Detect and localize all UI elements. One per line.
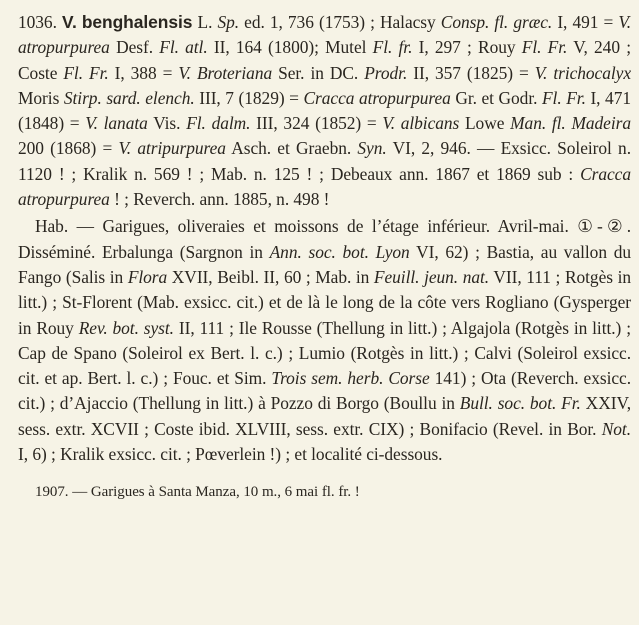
text-run: 141) ; Ota (Reverch. exsicc. cit.) ; d’Ajaccio (Thellung in litt.) à Pozzo di Borgo (Boullu in: [18, 368, 632, 414]
text-run: ! ; Reverch. ann. 1885, n. 498 !: [109, 189, 330, 210]
text-run: V, 240 ; Coste: [18, 37, 631, 83]
italic-citation: V. atripurpurea: [118, 138, 226, 159]
italic-citation: Trois sem. herb. Corse: [271, 368, 430, 389]
italic-citation: Bull. soc. bot. Fr.: [459, 393, 581, 414]
italic-citation: V. trichocalyx: [534, 62, 631, 83]
italic-citation: Consp. fl. græc.: [440, 12, 553, 32]
text-run: VII, 111 ; Rotgès in litt.) ; St-Florent (Mab. exsicc. cit.) et de là le long de la côte vers Rogliano (Gysperger in Rouy: [18, 266, 631, 338]
italic-citation: Not.: [601, 418, 631, 439]
text-run: II, 111 ; Ile Rousse (Thellung in litt.) ; Algajola (Rotgès in litt.) ; Cap de Spano (Soleirol ex Bert. l. c.) ; Lumio (Rotgès in litt.) ; Calvi (Soleirol exsicc. cit. et ap. Bert. l. c.) ; Fouc. et Sim.: [18, 317, 631, 389]
italic-citation: V. albicans: [382, 113, 460, 134]
italic-citation: V. Broteriana: [178, 62, 273, 83]
habitat-text: [18, 216, 631, 464]
text-run: VI, 62) ; Bastia, au vallon du Fango (Salis in: [18, 241, 631, 287]
italic-citation: Cracca atropurpurea: [18, 163, 631, 210]
species-entry: [18, 10, 631, 212]
italic-citation: Man. fl. Madeira: [510, 113, 631, 134]
italic-citation: Stirp. sard. elench.: [63, 87, 195, 108]
italic-citation: Fl. Fr.: [63, 62, 109, 83]
italic-citation: Rev. bot. syst.: [78, 317, 174, 338]
text-run: I, 388 =: [108, 62, 179, 83]
text-run: III, 324 (1852) =: [250, 113, 383, 134]
genus-abbreviation: V.: [62, 12, 77, 32]
text-run: Lowe: [459, 113, 511, 134]
text-run: 200 (1868) =: [18, 138, 119, 159]
italic-citation: Fl. fr.: [372, 37, 413, 58]
observation-text: 1907. — Garigues à Santa Manza, 10 m., 6 mai fl. fr. !: [35, 484, 360, 501]
text-run: Moris: [18, 87, 64, 108]
italic-citation: Fl. dalm.: [186, 113, 251, 134]
italic-citation: Prodr.: [364, 62, 408, 83]
text-run: I, 471 (1848) =: [18, 87, 631, 134]
italic-citation: Cracca atropurpurea: [303, 87, 451, 108]
italic-citation: Fl. atl.: [159, 37, 208, 58]
text-run: Gr. et Godr.: [450, 87, 542, 108]
text-run: II, 357 (1825) =: [407, 62, 535, 83]
entry-number: 1036.: [18, 12, 57, 32]
italic-citation: Fl. Fr.: [541, 87, 586, 108]
italic-citation: V. atropurpurea: [18, 12, 631, 58]
observation-paragraph: [18, 481, 631, 503]
italic-citation: V. lanata: [85, 113, 148, 134]
text-run: VI, 2, 946. — Exsicc. Soleirol n. 1120 ! ; Kralik n. 569 ! ; Mab. n. 125 ! ; Debeaux ann. 1867 et 1869 sub :: [18, 138, 631, 184]
text-run: II, 164 (1800); Mutel: [207, 37, 373, 58]
text-run: L.: [192, 12, 218, 32]
text-run: Ser. in DC.: [272, 62, 365, 83]
italic-citation: Flora: [127, 266, 168, 287]
synonymy-text: [18, 12, 631, 209]
text-run: ed. 1, 736 (1753) ; Halacsy: [239, 12, 441, 32]
text-run: III, 7 (1829) =: [194, 87, 304, 108]
italic-citation: Fl. Fr.: [521, 37, 568, 58]
text-run: I, 6) ; Kralik exsicc. cit. ; Pœverlein !) ; et localité ci-dessous.: [18, 444, 443, 465]
italic-citation: Syn.: [357, 138, 387, 159]
text-run: XXIV, sess. extr. XCVII ; Coste ibid. XLVIII, sess. extr. CIX) ; Bonifacio (Revel. in Bor.: [18, 393, 632, 439]
italic-citation: Sp.: [217, 12, 240, 32]
text-run: I, 297 ; Rouy: [412, 37, 522, 58]
habitat-paragraph: [18, 214, 631, 467]
italic-citation: Feuill. jeun. nat.: [373, 266, 490, 287]
italic-citation: Ann. soc. bot. Lyon: [269, 241, 410, 262]
species-epithet: benghalensis: [81, 12, 193, 32]
text-run: Desf.: [109, 37, 160, 58]
text-run: Vis.: [147, 113, 187, 134]
text-run: XVII, Beibl. II, 60 ; Mab. in: [167, 266, 374, 287]
text-run: I, 491 =: [552, 12, 619, 32]
text-run: Hab. — Garigues, oliveraies et moissons de l’étage inférieur. Avril-mai. ①-②. Disséminé. Erbalunga (Sargnon in: [18, 216, 631, 262]
text-run: Asch. et Graebn.: [225, 138, 358, 159]
